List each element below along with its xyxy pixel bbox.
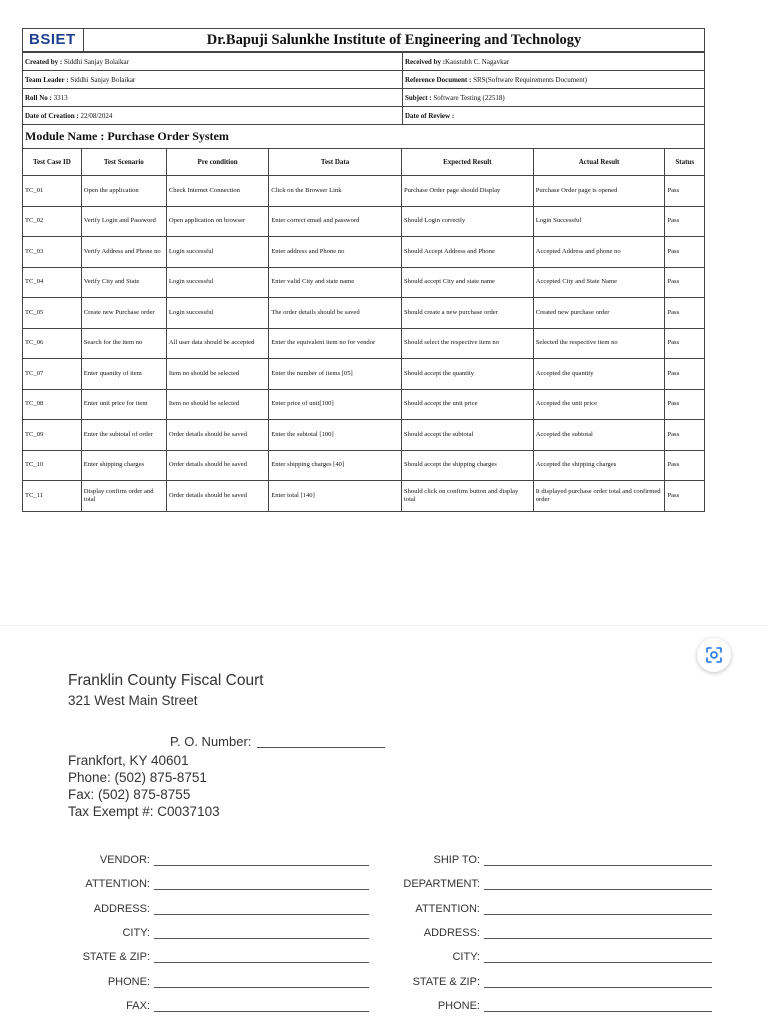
field-label: DEPARTMENT: — [403, 878, 480, 891]
table-cell: Verify Address and Phone no — [81, 237, 166, 268]
table-cell: Enter valid City and state name — [269, 267, 402, 298]
field-label: ADDRESS: — [423, 926, 480, 939]
table-cell: Should accept City and state name — [401, 267, 533, 298]
field-label: FAX: — [126, 999, 150, 1012]
table-cell: TC_01 — [23, 176, 82, 207]
reference-document: Reference Document : SRS(Software Requirements Document) — [403, 71, 705, 89]
right-field-row — [330, 951, 712, 963]
table-cell: Pass — [665, 267, 705, 298]
table-cell: Create new Purchase order — [81, 298, 166, 329]
table-cell: Should click on confirm button and display total — [401, 481, 533, 512]
po-number-label: P. O. Number: — [170, 734, 252, 749]
table-cell: Should Login correctly — [401, 206, 533, 237]
table-cell: Accepted the shipping charges — [533, 450, 665, 481]
table-cell: Accepted Address and phone no — [533, 237, 665, 268]
table-cell: Should accept the unit price — [401, 389, 533, 420]
col-header: Expected Result — [401, 149, 533, 176]
created-by: Created by : Siddhi Sanjay Bolaikar — [23, 53, 403, 71]
phone-line: Phone: (502) 875-8751 — [68, 770, 207, 785]
table-row — [23, 359, 705, 390]
right-field-row — [330, 903, 712, 915]
table-cell: Order details should be saved — [166, 481, 268, 512]
table-cell: Pass — [665, 420, 705, 451]
field-label: SHIP TO: — [433, 854, 480, 866]
table-cell: Pass — [665, 389, 705, 420]
table-cell: Verify Login and Password — [81, 206, 166, 237]
table-cell: Enter shipping charges — [81, 450, 166, 481]
table-row — [23, 450, 705, 481]
table-cell: Order details should be saved — [166, 450, 268, 481]
table-cell: Pass — [665, 328, 705, 359]
table-cell: Should select the respective item no — [401, 328, 533, 359]
table-cell: Enter the number of items [05] — [269, 359, 402, 390]
table-cell: Should accept the subtotal — [401, 420, 533, 451]
table-cell: Created new purchase order — [533, 298, 665, 329]
col-header: Test Scenario — [81, 149, 166, 176]
table-row — [23, 237, 705, 268]
table-cell: Purchase Order page should Display — [401, 176, 533, 207]
table-cell: Enter the subtotal of order — [81, 420, 166, 451]
table-cell: Search for the item no — [81, 328, 166, 359]
table-cell: TC_04 — [23, 267, 82, 298]
field-blank-line[interactable] — [484, 854, 712, 866]
right-field-row — [330, 1000, 712, 1012]
sheet-header — [22, 28, 705, 52]
table-cell: Pass — [665, 481, 705, 512]
test-case-sheet — [22, 28, 705, 512]
table-cell: Order details should be saved — [166, 420, 268, 451]
table-cell: Open the application — [81, 176, 166, 207]
table-cell: TC_06 — [23, 328, 82, 359]
received-by: Received by :Kaustubh C. Nagavkar — [403, 53, 705, 71]
right-field-row — [330, 878, 712, 890]
table-cell: Pass — [665, 237, 705, 268]
left-field-row — [0, 854, 369, 866]
field-blank-line[interactable] — [484, 951, 712, 963]
table-cell: TC_07 — [23, 359, 82, 390]
table-row — [23, 328, 705, 359]
table-cell: Should Accept Address and Phone — [401, 237, 533, 268]
po-number — [170, 734, 385, 749]
left-field-row — [0, 1000, 369, 1012]
table-row — [23, 176, 705, 207]
table-cell: TC_05 — [23, 298, 82, 329]
org-name: Franklin County Fiscal Court — [68, 672, 264, 689]
left-field-row — [0, 976, 369, 988]
table-cell: Item no should be selected — [166, 389, 268, 420]
field-label: ATTENTION: — [85, 878, 150, 891]
date-of-creation: Date of Creation : 22/08/2024 — [23, 107, 403, 125]
field-label: CITY: — [452, 951, 480, 964]
col-header: Test Case ID — [23, 149, 82, 176]
lens-icon-graphic — [705, 646, 723, 664]
table-cell: Enter total [140] — [269, 481, 402, 512]
table-cell: Enter the equivalent item no for vendor — [269, 328, 402, 359]
table-row — [23, 298, 705, 329]
table-cell: Item no should be selected — [166, 359, 268, 390]
col-header: Status — [665, 149, 705, 176]
table-cell: Click on the Browser Link — [269, 176, 402, 207]
table-cell: Display confirm order and total — [81, 481, 166, 512]
table-cell: Should accept the shipping charges — [401, 450, 533, 481]
table-row — [23, 420, 705, 451]
table-cell: Pass — [665, 359, 705, 390]
table-cell: The order details should be saved — [269, 298, 402, 329]
table-cell: Enter shipping charges [40] — [269, 450, 402, 481]
right-field-row — [330, 927, 712, 939]
table-cell: It displayed purchase order total and confirmed order — [533, 481, 665, 512]
purchase-order-form — [0, 625, 768, 1025]
table-cell: Pass — [665, 298, 705, 329]
table-cell: Login successful — [166, 267, 268, 298]
table-cell: Check Internet Connection — [166, 176, 268, 207]
field-blank-line[interactable] — [484, 903, 712, 915]
table-cell: Verify City and State — [81, 267, 166, 298]
meta-table — [22, 52, 705, 148]
table-row — [23, 389, 705, 420]
table-cell: Accepted City and State Name — [533, 267, 665, 298]
table-cell: Enter quantity of item — [81, 359, 166, 390]
tax-exempt-line: Tax Exempt #: C0037103 — [68, 804, 220, 819]
table-cell: Pass — [665, 450, 705, 481]
team-leader: Team Leader : Siddhi Sanjay Bolaikar — [23, 71, 403, 89]
left-field-row — [0, 951, 369, 963]
table-cell: Should accept the quantity — [401, 359, 533, 390]
table-cell: TC_02 — [23, 206, 82, 237]
test-case-table — [22, 148, 705, 512]
table-cell: Login successful — [166, 298, 268, 329]
date-of-review: Date of Review : — [403, 107, 705, 125]
field-label: STATE & ZIP: — [412, 975, 480, 988]
institute-title: Dr.Bapuji Salunkhe Institute of Engineering and Technology — [84, 29, 705, 52]
table-cell: Purchase Order page is opened — [533, 176, 665, 207]
table-cell: Pass — [665, 176, 705, 207]
table-cell: TC_11 — [23, 481, 82, 512]
table-cell: Accepted the unit price — [533, 389, 665, 420]
left-field-row — [0, 903, 369, 915]
table-cell: Should create a new purchase order — [401, 298, 533, 329]
logo-cell — [23, 29, 84, 52]
module-name: Module Name : Purchase Order System — [23, 125, 705, 149]
table-cell: TC_08 — [23, 389, 82, 420]
table-cell: Enter the subtotal [100] — [269, 420, 402, 451]
table-header-row — [23, 149, 705, 176]
field-label: PHONE: — [107, 975, 150, 988]
table-cell: Selected the respective item no — [533, 328, 665, 359]
field-blank-line[interactable] — [484, 976, 712, 988]
table-cell: Pass — [665, 206, 705, 237]
lens-search-icon[interactable] — [697, 638, 731, 672]
right-field-row — [330, 976, 712, 988]
table-row — [23, 206, 705, 237]
table-cell: TC_10 — [23, 450, 82, 481]
field-label: CITY: — [122, 926, 150, 939]
field-blank-line[interactable] — [484, 927, 712, 939]
table-cell: Login successful — [166, 237, 268, 268]
field-label: VENDOR: — [99, 854, 150, 866]
field-blank-line[interactable] — [484, 878, 712, 890]
table-cell: TC_03 — [23, 237, 82, 268]
table-row — [23, 267, 705, 298]
street-address: 321 West Main Street — [68, 693, 198, 708]
table-cell: Accepted the subtotal — [533, 420, 665, 451]
table-cell: All user data should be accepted — [166, 328, 268, 359]
field-blank-line[interactable] — [484, 1000, 712, 1012]
field-label: STATE & ZIP: — [82, 951, 150, 964]
col-header: Pre condition — [166, 149, 268, 176]
fax-line: Fax: (502) 875-8755 — [68, 787, 191, 802]
col-header: Actual Result — [533, 149, 665, 176]
table-row — [23, 481, 705, 512]
right-field-row — [330, 854, 712, 866]
bsiet-logo: BSIET — [29, 31, 76, 48]
table-cell: Login Successful — [533, 206, 665, 237]
field-label: ATTENTION: — [415, 902, 480, 915]
col-header: Test Data — [269, 149, 402, 176]
city-line: Frankfort, KY 40601 — [68, 753, 189, 768]
left-field-row — [0, 927, 369, 939]
table-cell: Enter address and Phone no — [269, 237, 402, 268]
roll-no: Roll No : 3313 — [23, 89, 403, 107]
table-cell: Enter price of unit[100] — [269, 389, 402, 420]
table-cell: Accepted the quantity — [533, 359, 665, 390]
table-cell: Open application on browser — [166, 206, 268, 237]
table-cell: Enter unit price for item — [81, 389, 166, 420]
field-label: ADDRESS: — [93, 902, 150, 915]
table-cell: Enter correct email and password — [269, 206, 402, 237]
left-field-row — [0, 878, 369, 890]
table-cell: TC_09 — [23, 420, 82, 451]
po-number-line[interactable] — [257, 747, 385, 748]
field-label: PHONE: — [437, 999, 480, 1012]
subject: Subject : Software Testing (22518) — [403, 89, 705, 107]
